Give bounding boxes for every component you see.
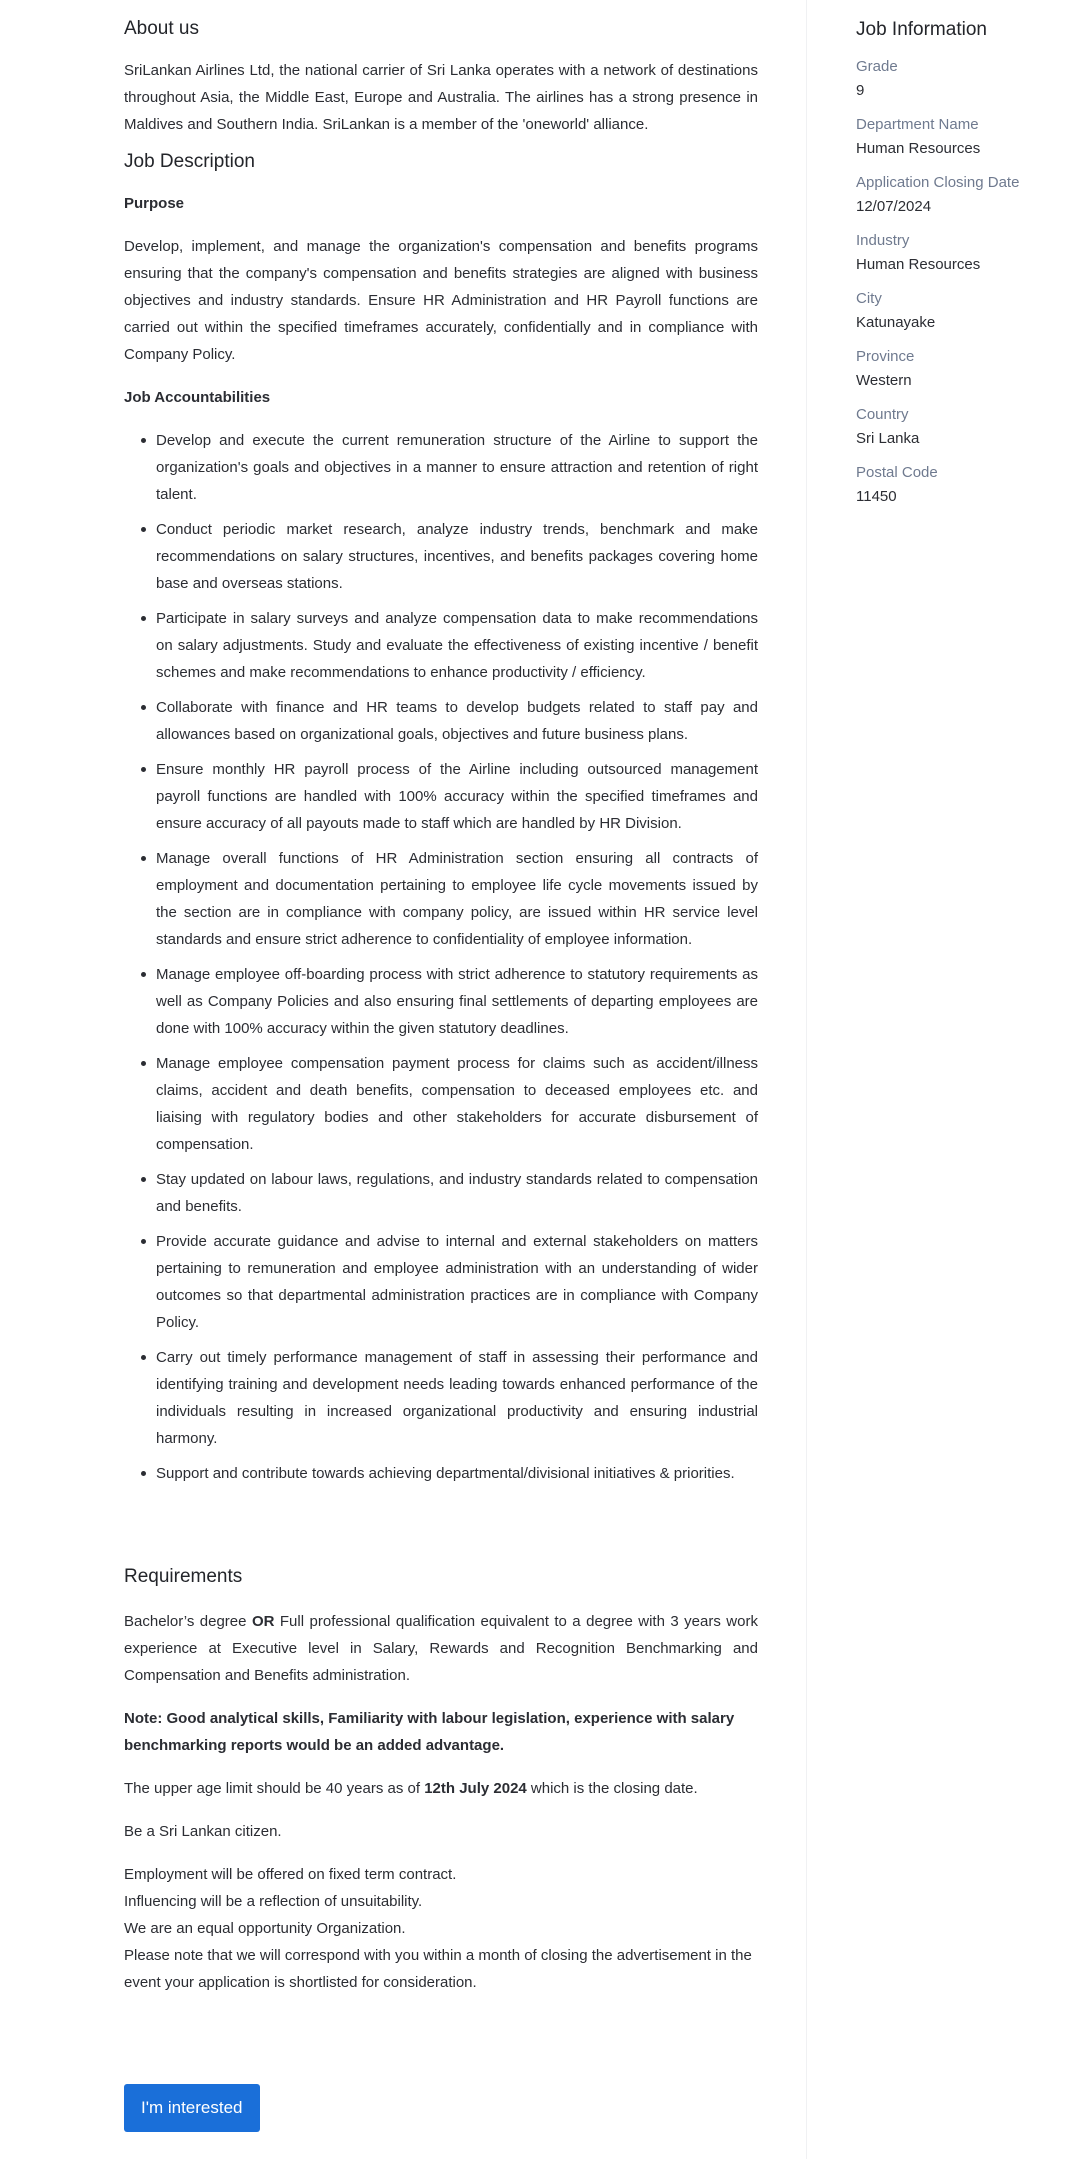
list-item: Support and contribute towards achieving departmental/divisional initiatives & priorities. xyxy=(156,1460,758,1487)
info-label: Postal Code xyxy=(856,464,938,481)
list-item: Collaborate with finance and HR teams to develop budgets related to staff pay and allowances based on organizational goals, objectives and future business plans. xyxy=(156,694,758,748)
about-heading: About us xyxy=(124,18,199,39)
list-item: Provide accurate guidance and advise to internal and external stakeholders on matters pertaining to remuneration and employee administration with an understanding of wider outcomes so that departmental administration practices are in compliance with Company Policy. xyxy=(156,1228,758,1336)
terms-line: Employment will be offered on fixed term contract. xyxy=(124,1866,457,1883)
info-industry xyxy=(856,231,1076,275)
info-label: Province xyxy=(856,348,915,365)
requirements-heading: Requirements xyxy=(124,1566,243,1587)
terms-line: We are an equal opportunity Organization. xyxy=(124,1920,406,1937)
info-value: Western xyxy=(856,372,912,389)
terms-lines xyxy=(124,1861,758,1996)
info-closing-date xyxy=(856,173,1076,217)
job-description-heading: Job Description xyxy=(124,151,255,172)
about-text: SriLankan Airlines Ltd, the national carrier of Sri Lanka operates with a network of destinations throughout Asia, the Middle East, Europe and Australia. The airlines has a strong presence in Maldives and Southern India. SriLankan is a member of the 'oneworld' alliance. xyxy=(124,62,758,133)
terms-line: Influencing will be a reflection of unsuitability. xyxy=(124,1893,423,1910)
info-city xyxy=(856,289,1076,333)
info-grade xyxy=(856,57,1076,101)
im-interested-button[interactable]: I'm interested xyxy=(124,2084,260,2132)
info-province xyxy=(856,347,1076,391)
note-text: Note: Good analytical skills, Familiarity with labour legislation, experience with salary benchmarking reports would be an added advantage. xyxy=(124,1710,735,1754)
info-value: Sri Lanka xyxy=(856,430,920,447)
info-label: Department Name xyxy=(856,116,979,133)
info-label: City xyxy=(856,290,882,307)
info-label: Application Closing Date xyxy=(856,174,1020,191)
info-value: Katunayake xyxy=(856,314,936,331)
purpose-text: Develop, implement, and manage the organization's compensation and benefits programs ensuring that the company's compensation and benefits strategies are aligned with business objectives and industry standards. Ensure HR Administration and HR Payroll functions are carried out within the specified timeframes accurately, confidentially and in compliance with Company Policy. xyxy=(124,238,758,363)
info-value: Human Resources xyxy=(856,140,981,157)
list-item: Develop and execute the current remuneration structure of the Airline to support the organization's goals and objectives in a manner to ensure attraction and retention of right talent. xyxy=(156,427,758,508)
degree-requirement: Bachelor’s degree OR Full professional qualification equivalent to a degree with 3 years work experience at Executive level in Salary, Rewards and Recognition Benchmarking and Compensation and Benefits administration. xyxy=(124,1613,758,1684)
citizenship-requirement: Be a Sri Lankan citizen. xyxy=(124,1823,282,1840)
info-value: Human Resources xyxy=(856,256,981,273)
list-item: Manage employee off-boarding process with strict adherence to statutory requirements as well as Company Policies and also ensuring final settlements of departing employees are done with 100% accuracy within the given statutory deadlines. xyxy=(156,961,758,1042)
info-department xyxy=(856,115,1076,159)
list-item: Manage overall functions of HR Administration section ensuring all contracts of employment and documentation pertaining to employee life cycle movements issued by the section are in compliance with company policy, are issued within HR service level standards and ensure strict adherence to confidentiality of employee information. xyxy=(156,845,758,953)
info-label: Industry xyxy=(856,232,910,249)
info-label: Grade xyxy=(856,58,898,75)
purpose-heading: Purpose xyxy=(124,195,185,212)
list-item: Conduct periodic market research, analyze industry trends, benchmark and make recommendations on salary structures, incentives, and benefits packages covering home base and overseas stations. xyxy=(156,516,758,597)
list-item: Participate in salary surveys and analyze compensation data to make recommendations on salary adjustments. Study and evaluate the effectiveness of existing incentive / benefit schemes and make recommendations to enhance productivity / efficiency. xyxy=(156,605,758,686)
terms-line: Please note that we will correspond with you within a month of closing the advertisement in the event your application is shortlisted for consideration. xyxy=(124,1947,752,1991)
info-value: 12/07/2024 xyxy=(856,198,932,215)
info-country xyxy=(856,405,1076,449)
age-requirement: The upper age limit should be 40 years as of 12th July 2024 which is the closing date. xyxy=(124,1780,698,1797)
info-postal-code xyxy=(856,463,1076,507)
info-value: 9 xyxy=(856,82,865,99)
accountabilities-list xyxy=(124,427,758,1495)
list-item: Ensure monthly HR payroll process of the Airline including outsourced management payroll functions are handled with 100% accuracy within the specified timeframes and ensure accuracy of all payouts made to staff which are handled by HR Division. xyxy=(156,756,758,837)
requirements-section xyxy=(124,1608,758,1996)
column-divider xyxy=(806,0,807,2159)
list-item: Manage employee compensation payment process for claims such as accident/illness claims, accident and death benefits, compensation to deceased employees etc. and liaising with regulatory bodies and other stakeholders for accurate disbursement of compensation. xyxy=(156,1050,758,1158)
info-value: 11450 xyxy=(856,488,897,505)
list-item: Stay updated on labour laws, regulations, and industry standards related to compensation and benefits. xyxy=(156,1166,758,1220)
list-item: Carry out timely performance management of staff in assessing their performance and identifying training and development needs leading towards enhanced performance of the individuals resulting in increased organizational productivity and ensuring industrial harmony. xyxy=(156,1344,758,1452)
job-information-heading: Job Information xyxy=(856,19,987,40)
accountabilities-heading: Job Accountabilities xyxy=(124,389,271,406)
info-label: Country xyxy=(856,406,909,423)
